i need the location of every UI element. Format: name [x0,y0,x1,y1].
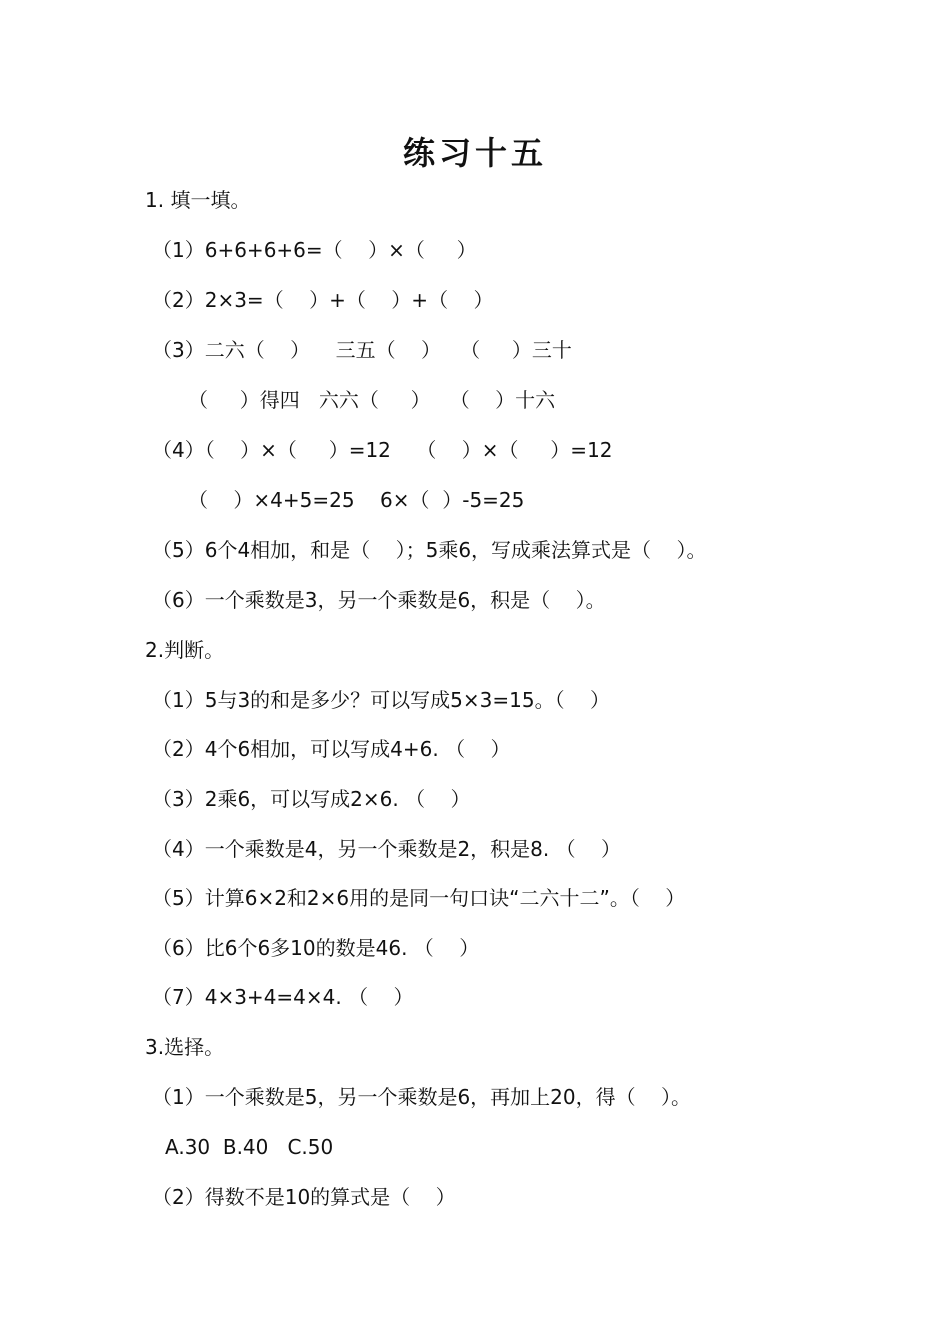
question-2-2: （2）4个6相加，可以写成4+6. （ ） [152,737,511,761]
question-1-4b: （ ）×4+5=25 6×（ ）-5=25 [188,488,525,512]
section-1-heading: 1. 填一填。 [145,188,251,212]
question-3-1: （1）一个乘数是5，另一个乘数是6，再加上20，得（ ）。 [152,1085,692,1109]
question-3-2: （2）得数不是10的算式是（ ） [152,1185,456,1209]
question-1-4a: （4）（ ）×（ ）=12 （ ）×（ ）=12 [152,438,613,462]
question-2-6: （6）比6个6多10的数是46. （ ） [152,936,480,960]
question-1-5: （5）6个4相加，和是（ ）；5乘6，写成乘法算式是（ ）。 [152,538,707,562]
question-2-4: （4）一个乘数是4，另一个乘数是2，积是8. （ ） [152,837,622,861]
question-1-1: （1）6+6+6+6=（ ）×（ ） [152,238,477,262]
question-1-2: （2）2×3=（ ）+（ ）+（ ） [152,288,494,312]
question-3-1-options: A.30 B.40 C.50 [165,1135,334,1159]
question-1-3a: （3）二六（ ） 三五（ ） （ ）三十 [152,338,572,362]
section-2-heading: 2.判断。 [145,638,225,662]
question-2-1: （1）5与3的和是多少？可以写成5×3=15。（ ） [152,688,611,712]
question-2-5: （5）计算6×2和2×6用的是同一句口诀“二六十二”。（ ） [152,886,686,910]
question-1-3b: （ ）得四 六六（ ） （ ）十六 [188,388,556,412]
question-2-7: （7）4×3+4=4×4. （ ） [152,985,414,1009]
section-3-heading: 3.选择。 [145,1035,225,1059]
page-title: 练习十五 [402,134,547,172]
question-2-3: （3）2乘6，可以写成2×6. （ ） [152,787,471,811]
question-1-6: （6）一个乘数是3，另一个乘数是6，积是（ ）。 [152,588,606,612]
